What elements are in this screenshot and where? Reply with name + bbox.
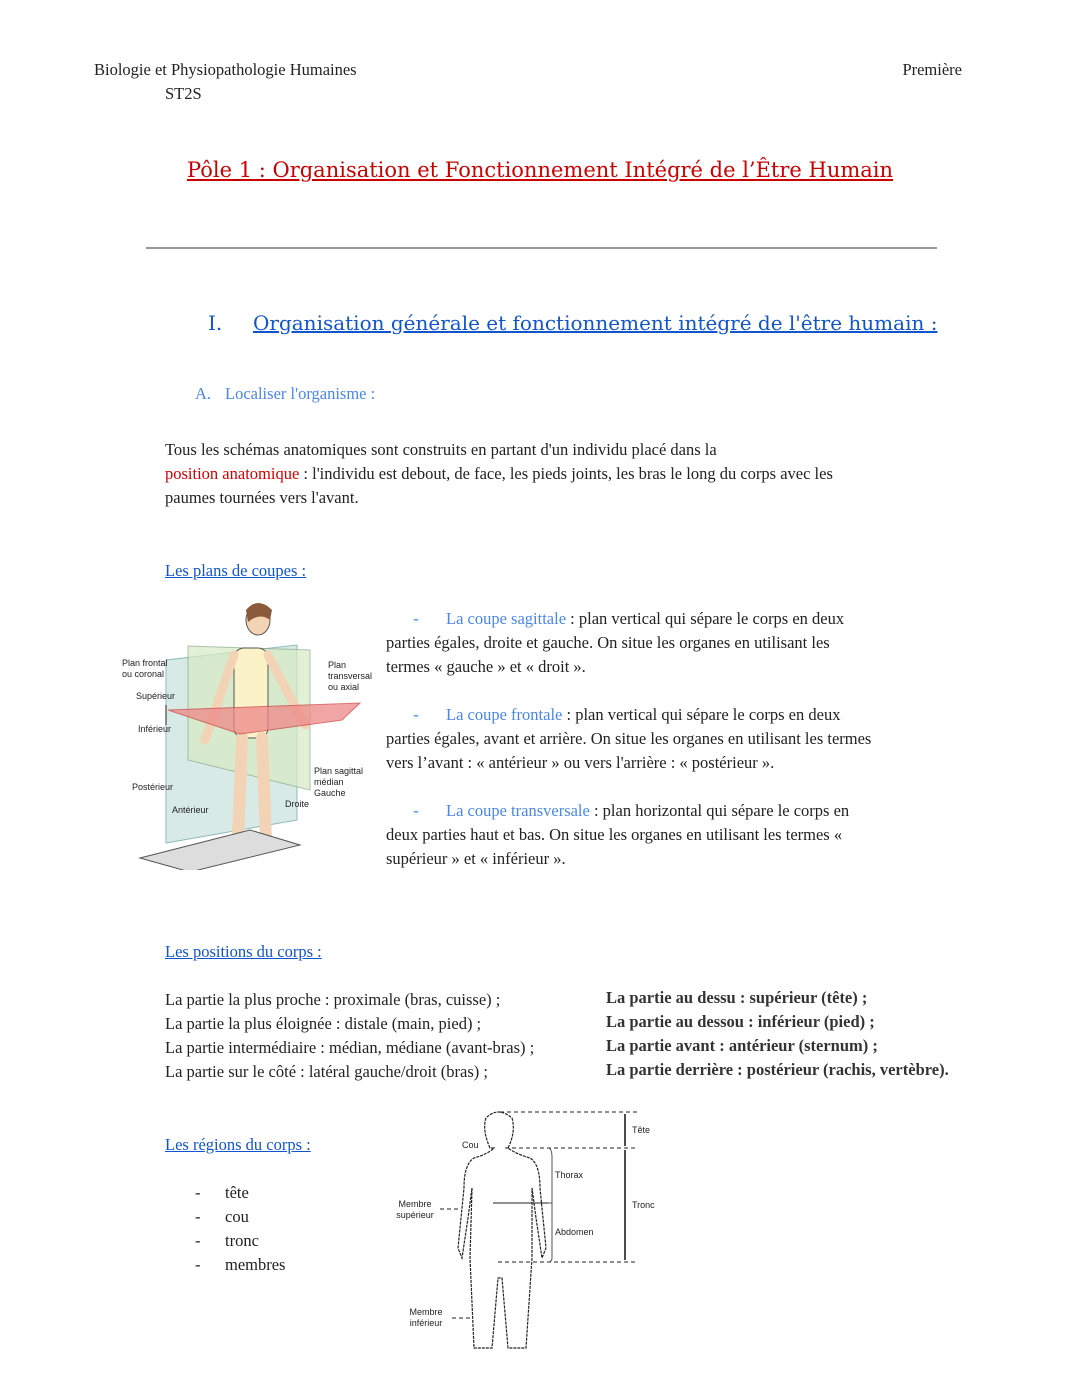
label-abdomen: Abdomen xyxy=(555,1227,594,1237)
plans-heading: Les plans de coupes : xyxy=(165,561,307,580)
plan-item-frontale: - La coupe frontale : plan vertical qui sépare le corps en deux parties égales, avant et arrière. On situe les organes en utilisant les termes vers l’avant : « antérieur » ou vers l'arrière : « postérieur ». xyxy=(386,705,872,772)
label-plan-frontal: Plan frontal ou coronal xyxy=(122,658,168,679)
positions-right-list xyxy=(606,986,949,1082)
regions-list xyxy=(195,1181,285,1277)
region-item: - cou xyxy=(195,1207,249,1226)
label-gauche: Gauche xyxy=(314,788,346,798)
label-droite: Droite xyxy=(285,799,310,809)
plan-item-transversale: - La coupe transversale : plan horizontal qui sépare le corps en deux parties haut et bas. On situe les organes en utilisant les termes « supérieur » et « inférieur ». xyxy=(386,801,850,868)
subsection-letter: A. xyxy=(195,384,212,403)
regions-heading: Les régions du corps : xyxy=(165,1135,311,1154)
term-coupe-frontale: La coupe frontale xyxy=(446,705,563,724)
section-title: Organisation générale et fonctionnement intégré de l'être humain : xyxy=(253,311,938,335)
intro-paragraph xyxy=(165,438,925,510)
body-planes-illustration xyxy=(110,600,380,870)
label-tete: Tête xyxy=(632,1125,651,1135)
position-item: La partie la plus éloignée : distale (main, pied) ; xyxy=(165,1014,482,1033)
position-item: La partie intermédiaire : médian, médiane (avant-bras) ; xyxy=(165,1038,535,1057)
header-course: Biologie et Physiopathologie Humaines xyxy=(94,60,357,79)
term-coupe-transversale: La coupe transversale xyxy=(446,801,590,820)
position-item: La partie au dessou : inférieur (pied) ; xyxy=(606,1012,875,1031)
header-level: Première xyxy=(902,60,962,79)
term-coupe-sagittale: La coupe sagittale xyxy=(446,609,567,628)
intro-line: Tous les schémas anatomiques sont construits en partant d'un individu placé dans la xyxy=(165,440,717,459)
section-number: I. xyxy=(208,311,223,335)
position-item: La partie derrière : postérieur (rachis, vertèbre). xyxy=(606,1060,949,1079)
label-plan-transversal: Plan transversal ou axial xyxy=(328,660,373,692)
term-position-anatomique: position anatomique xyxy=(165,464,300,483)
label-thorax: Thorax xyxy=(555,1170,584,1180)
plans-list xyxy=(386,607,946,871)
region-item: - tête xyxy=(195,1183,249,1202)
positions-heading: Les positions du corps : xyxy=(165,942,322,961)
label-membre-inferieur: Membre inférieur xyxy=(409,1307,443,1328)
position-item: La partie avant : antérieur (sternum) ; xyxy=(606,1036,878,1055)
label-tronc: Tronc xyxy=(632,1200,655,1210)
label-plan-sagittal: Plan sagittal médian xyxy=(314,766,364,787)
body-regions-figure xyxy=(380,1100,680,1350)
label-posterieur: Postérieur xyxy=(132,782,174,792)
anatomical-planes-figure xyxy=(110,600,380,870)
position-item: La partie au dessu : supérieur (tête) ; xyxy=(606,988,868,1007)
intro-line: paumes tournées vers l'avant. xyxy=(165,488,359,507)
header-class: ST2S xyxy=(165,84,202,103)
position-item: La partie la plus proche : proximale (bras, cuisse) ; xyxy=(165,990,501,1009)
region-item: - tronc xyxy=(195,1231,259,1250)
page-title: Pôle 1 : Organisation et Fonctionnement Intégré de l’Être Humain xyxy=(186,158,894,182)
label-inferieur: Inférieur xyxy=(138,724,172,734)
label-cou: Cou xyxy=(462,1140,479,1150)
label-anterieur: Antérieur xyxy=(172,805,209,815)
label-membre-superieur: Membre supérieur xyxy=(396,1199,434,1220)
plan-item-sagittal: - La coupe sagittale : plan vertical qui sépare le corps en deux parties égales, droite et gauche. On situe les organes en utilisant les termes « gauche » et « droit ». xyxy=(386,609,845,676)
intro-line: position anatomique : l'individu est debout, de face, les pieds joints, les bras le long du corps avec les xyxy=(165,464,833,483)
region-item: - membres xyxy=(195,1255,286,1274)
divider xyxy=(146,247,937,249)
subsection-title: Localiser l'organisme : xyxy=(225,384,376,403)
positions-left-list xyxy=(165,988,534,1084)
label-superieur: Supérieur xyxy=(136,691,176,701)
position-item: La partie sur le côté : latéral gauche/droit (bras) ; xyxy=(165,1062,488,1081)
